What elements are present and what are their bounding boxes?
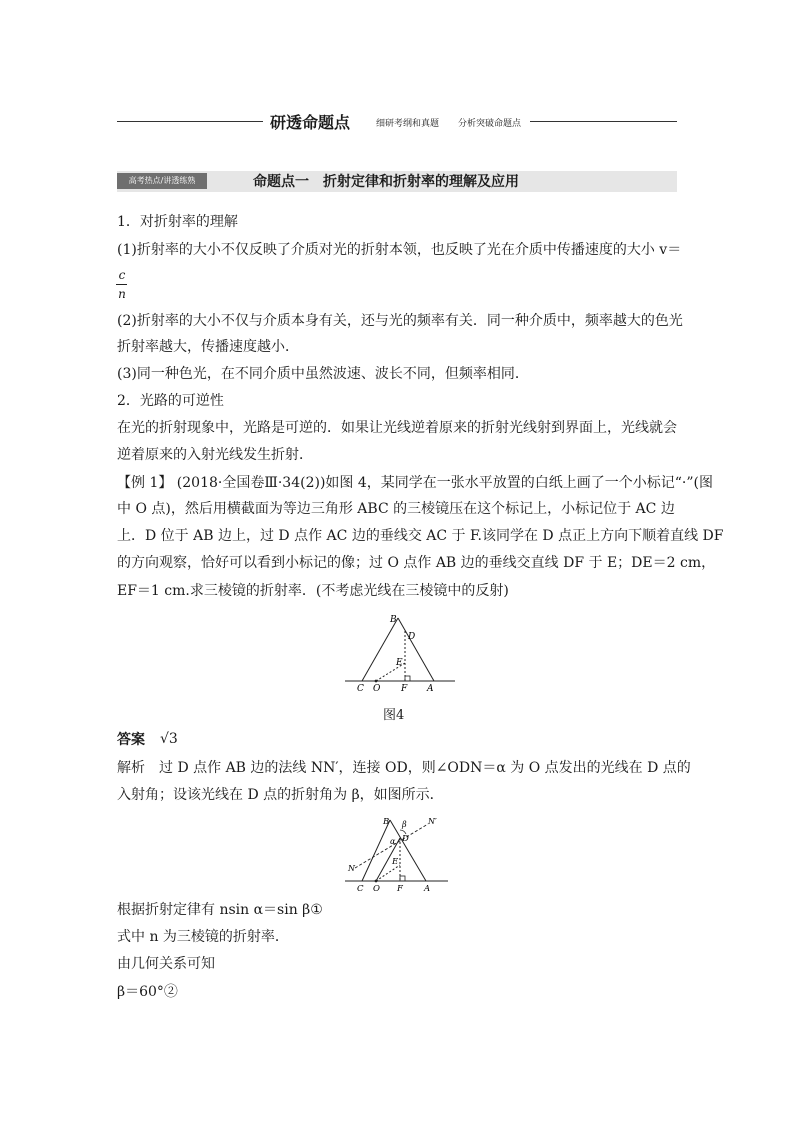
analysis-line-1: 解析 过 D 点作 AB 边的法线 NN′，连接 OD，则∠ODN＝α 为 O 点发出的光线在 D 点的 [117, 760, 691, 776]
figure-analysis-label-e: E [392, 857, 399, 867]
figure-analysis-diagram [340, 810, 460, 895]
equation-1-note: 式中 n 为三棱镜的折射率． [117, 929, 289, 945]
heading-refractive-index: 1．对折射率的理解 [117, 214, 238, 230]
figure-analysis-label-o: O [373, 884, 380, 894]
fraction-denominator: n [118, 287, 126, 301]
paragraph-3: (3)同一种色光，在不同介质中虽然波速、波长不同，但频率相同． [117, 366, 529, 382]
header-subtitle-right: 分析突破命题点 [458, 119, 522, 129]
paragraph-2-line-2: 折射率越大，传播速度越小． [117, 339, 299, 355]
answer-value: √3 [160, 731, 178, 747]
figure-4-label-b: B [390, 615, 397, 625]
figure-analysis-line-oe [376, 865, 400, 881]
section-title: 命题点一 折射定律和折射率的理解及应用 [253, 174, 519, 190]
paragraph-4-line-1: 在光的折射现象中，光路是可逆的．如果让光线逆着原来的折射光线射到界面上，光线就会 [117, 420, 677, 436]
figure-4-caption: 图4 [383, 708, 405, 723]
header-rule-left [117, 121, 263, 122]
fraction-numerator: c [118, 268, 126, 282]
figure-4-label-a: A [427, 684, 434, 694]
figure-analysis-label-beta: β [402, 820, 407, 829]
figure-analysis-label-c: C [357, 884, 364, 894]
example-line-3: 上．D 位于 AB 边上，过 D 点作 AC 边的垂线交 AC 于 F.该同学在 D 点正上方向下顺着直线 DF [117, 528, 724, 544]
example-line-5: EF＝1 cm.求三棱镜的折射率．(不考虑光线在三棱镜中的反射) [117, 583, 509, 599]
figure-analysis-label-d: D [402, 834, 409, 844]
header-rule-right [530, 121, 677, 122]
figure-analysis-right-angle [400, 876, 405, 881]
paragraph-4-line-2: 逆着原来的入射光线发生折射． [117, 447, 313, 463]
figure-analysis-label-b: B [383, 817, 390, 827]
figure-4-label-f: F [401, 684, 408, 694]
figure-4-point-o [375, 680, 378, 683]
figure-4-label-c: C [357, 684, 364, 694]
figure-analysis-side-bc [362, 820, 390, 881]
figure-analysis-label-n: N [348, 864, 355, 873]
header-subtitle-left: 细研考纲和真题 [376, 119, 440, 129]
figure-4-label-o: O [373, 684, 381, 694]
equation-2: β＝60°② [117, 984, 178, 1000]
figure-analysis-label-a: A [424, 884, 431, 894]
figure-analysis-side-ba [390, 820, 426, 881]
figure-4-side-bc [362, 618, 398, 681]
paragraph-2-line-1: (2)折射率的大小不仅与介质本身有关，还与光的频率有关．同一种介质中，频率越大的色光 [117, 313, 683, 329]
figure-analysis-label-nprime: N′ [428, 817, 437, 826]
figure-4-right-angle [405, 676, 410, 681]
figure-4-diagram [340, 605, 460, 695]
header-title: 研透命题点 [270, 113, 351, 132]
figure-analysis-label-f: F [397, 884, 403, 894]
example-line-1: 【例 1】 (2018·全国卷Ⅲ·34(2))如图 4，某同学在一张水平放置的白纸上画了一个小标记“·”(图 [117, 475, 713, 491]
geometry-note: 由几何关系可知 [117, 956, 215, 972]
paragraph-1-line-1: (1)折射率的大小不仅反映了介质对光的折射本领，也反映了光在介质中传播速度的大小 v＝ [117, 242, 682, 258]
figure-4-side-ba [398, 618, 434, 681]
figure-analysis-point-o [375, 880, 378, 883]
section-badge: 高考热点/讲透练熟 [117, 173, 207, 189]
figure-analysis-label-alpha: α [390, 837, 396, 846]
fraction-bar [116, 284, 127, 285]
analysis-line-2: 入射角；设该光线在 D 点的折射角为 β，如图所示． [117, 787, 444, 803]
figure-4-label-d: D [408, 632, 416, 642]
example-line-4: 的方向观察，恰好可以看到小标记的像；过 O 点作 AB 边的垂线交直线 DF 于 E；DE＝2 cm， [117, 555, 716, 571]
answer-label: 答案 [117, 732, 145, 748]
equation-1: 根据折射定律有 nsin α＝sin β① [117, 902, 323, 918]
example-line-2: 中 O 点)，然后用横截面为等边三角形 ABC 的三棱镜压在这个标记上，小标记位于 AC 边 [117, 501, 675, 517]
heading-reversibility: 2．光路的可逆性 [117, 393, 224, 409]
figure-4-label-e: E [396, 658, 403, 668]
